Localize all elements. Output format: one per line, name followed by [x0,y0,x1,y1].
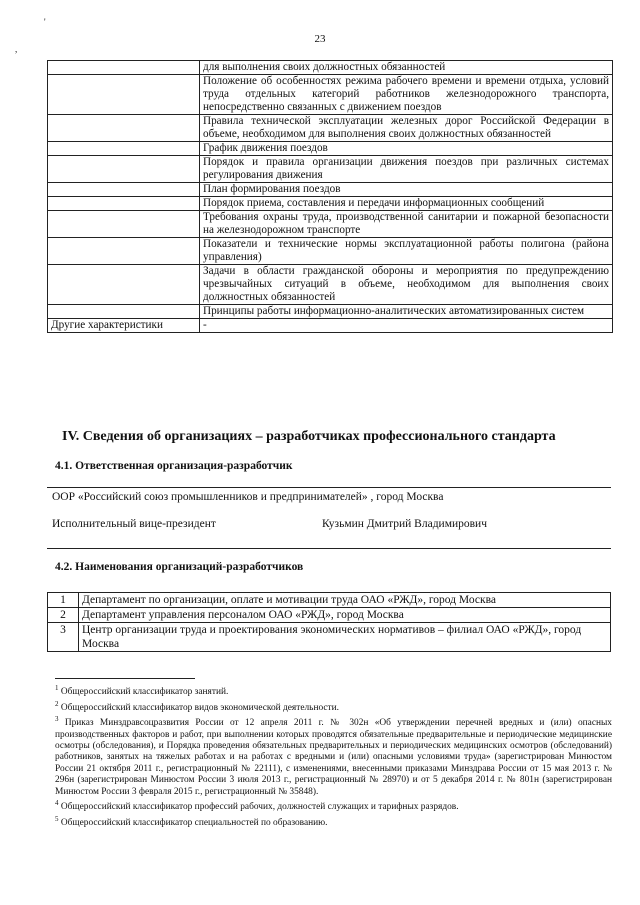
table-row [48,238,613,265]
table-row [48,61,613,75]
footnote-text: Общероссийский классификатор профессий рабочих, должностей служащих и тарифных разрядов. [58,802,459,813]
footnote-text: Общероссийский классификатор занятий. [58,687,229,698]
row-label [48,197,200,211]
row-label [48,265,200,305]
subsection-title-responsible: 4.1. Ответственная организация-разработчик [55,460,293,472]
footnote-mark: 4 [55,799,59,808]
table-row [48,593,611,608]
table-row [48,211,613,238]
developers-table [47,592,611,652]
developer-name: Департамент управления персоналом ОАО «РЖД», город Москва [79,608,611,623]
footnote [55,699,612,715]
footnote-mark: 2 [55,699,59,708]
row-value: Принципы работы информационно-аналитических автоматизированных систем [200,305,613,319]
subsection-title-developers: 4.2. Наименования организаций-разработчиков [55,561,304,573]
row-label [48,305,200,319]
table-row [48,265,613,305]
footnotes [55,683,612,829]
footnote-text: Приказ Минздравсоцразвития России от 12 апреля 2011 г. № 302н «Об утверждении перечней вредных и (или) опасных производственных факторов и работ, при выполнении которых проводятся обязательные предварительные и периодические медицинские осмотры (обследования), и Порядка проведения обязательных предварительных и периодических медицинских осмотров (обследований) работников, занятых на тяжелых работах и на работах с вредными и (или) опасными условиями труда» (зарегистрирован Минюстом России 21 октября 2011 г., регистрационный № 22111), с изменениями, внесенными приказами Минздрава России от 15 мая 2013 г. № 296н (зарегистрирован Минюстом России 3 июля 2013 г., регистрационный № 28970) и от 5 декабря 2014 г. № 801н (зарегистрирован Минюстом России 3 февраля 2015 г., регистрационный № 35848). [55,718,612,797]
row-label [48,238,200,265]
table-row [48,305,613,319]
table-row [48,75,613,115]
footnote-text: Общероссийский классификатор специальностей по образованию. [58,817,328,828]
org-name: ООР «Российский союз промышленников и предпринимателей» , город Москва [52,491,444,503]
table-row [48,156,613,183]
table-row [48,183,613,197]
developer-name: Центр организации труда и проектирования экономических нормативов – филиал ОАО «РЖД», город Москва [79,623,611,652]
row-label [48,156,200,183]
footnote [55,714,612,798]
table-row [48,197,613,211]
row-label [48,61,200,75]
section-title: IV. Сведения об организациях – разработчиках профессионального стандарта [62,429,556,444]
row-label: Другие характеристики [48,319,200,333]
row-value: - [200,319,613,333]
scan-mark: , [15,44,18,54]
row-label [48,142,200,156]
row-value: План формирования поездов [200,183,613,197]
row-value: График движения поездов [200,142,613,156]
row-value: Положение об особенностях режима рабочего времени и времени отдыха, условий труда отдельных категорий работников железнодорожного транспорта, непосредственно связанных с движением поездов [200,75,613,115]
row-value: Порядок приема, составления и передачи информационных сообщений [200,197,613,211]
footnote-text: Общероссийский классификатор видов экономической деятельности. [58,702,340,713]
footnote [55,814,612,830]
page-number: 23 [314,33,326,45]
table-row [48,623,611,652]
footnote-mark: 1 [55,684,59,692]
table-row [48,319,613,333]
org-person: Кузьмин Дмитрий Владимирович [322,518,487,530]
row-value: Задачи в области гражданской обороны и мероприятия по предупреждению чрезвычайных ситуаций в объеме, необходимом для выполнения своих должностных обязанностей [200,265,613,305]
table-row [48,115,613,142]
row-label [48,115,200,142]
row-label [48,211,200,238]
developer-number: 3 [48,623,79,652]
developer-name: Департамент по организации, оплате и мотивации труда ОАО «РЖД», город Москва [79,593,611,608]
developer-number: 2 [48,608,79,623]
footnote-separator [55,678,195,679]
footnote [55,798,612,814]
row-value: Порядок и правила организации движения поездов при различных системах регулирования движения [200,156,613,183]
footnote-mark: 3 [55,715,59,724]
footnote-mark: 5 [55,814,59,823]
table-row [48,142,613,156]
row-label [48,75,200,115]
footnote [55,683,612,699]
table-row [48,608,611,623]
row-value: для выполнения своих должностных обязанностей [200,61,613,75]
org-position: Исполнительный вице-президент [52,518,216,530]
knowledge-table [47,60,613,333]
responsible-org-box [47,487,611,549]
row-value: Показатели и технические нормы эксплуатационной работы полигона (района управления) [200,238,613,265]
row-value: Правила технической эксплуатации железных дорог Российской Федерации в объеме, необходимом для выполнения своих должностных обязанностей [200,115,613,142]
row-value: Требования охраны труда, производственной санитарии и пожарной безопасности на железнодорожном транспорте [200,211,613,238]
scan-mark: ' [44,17,46,27]
developer-number: 1 [48,593,79,608]
row-label [48,183,200,197]
